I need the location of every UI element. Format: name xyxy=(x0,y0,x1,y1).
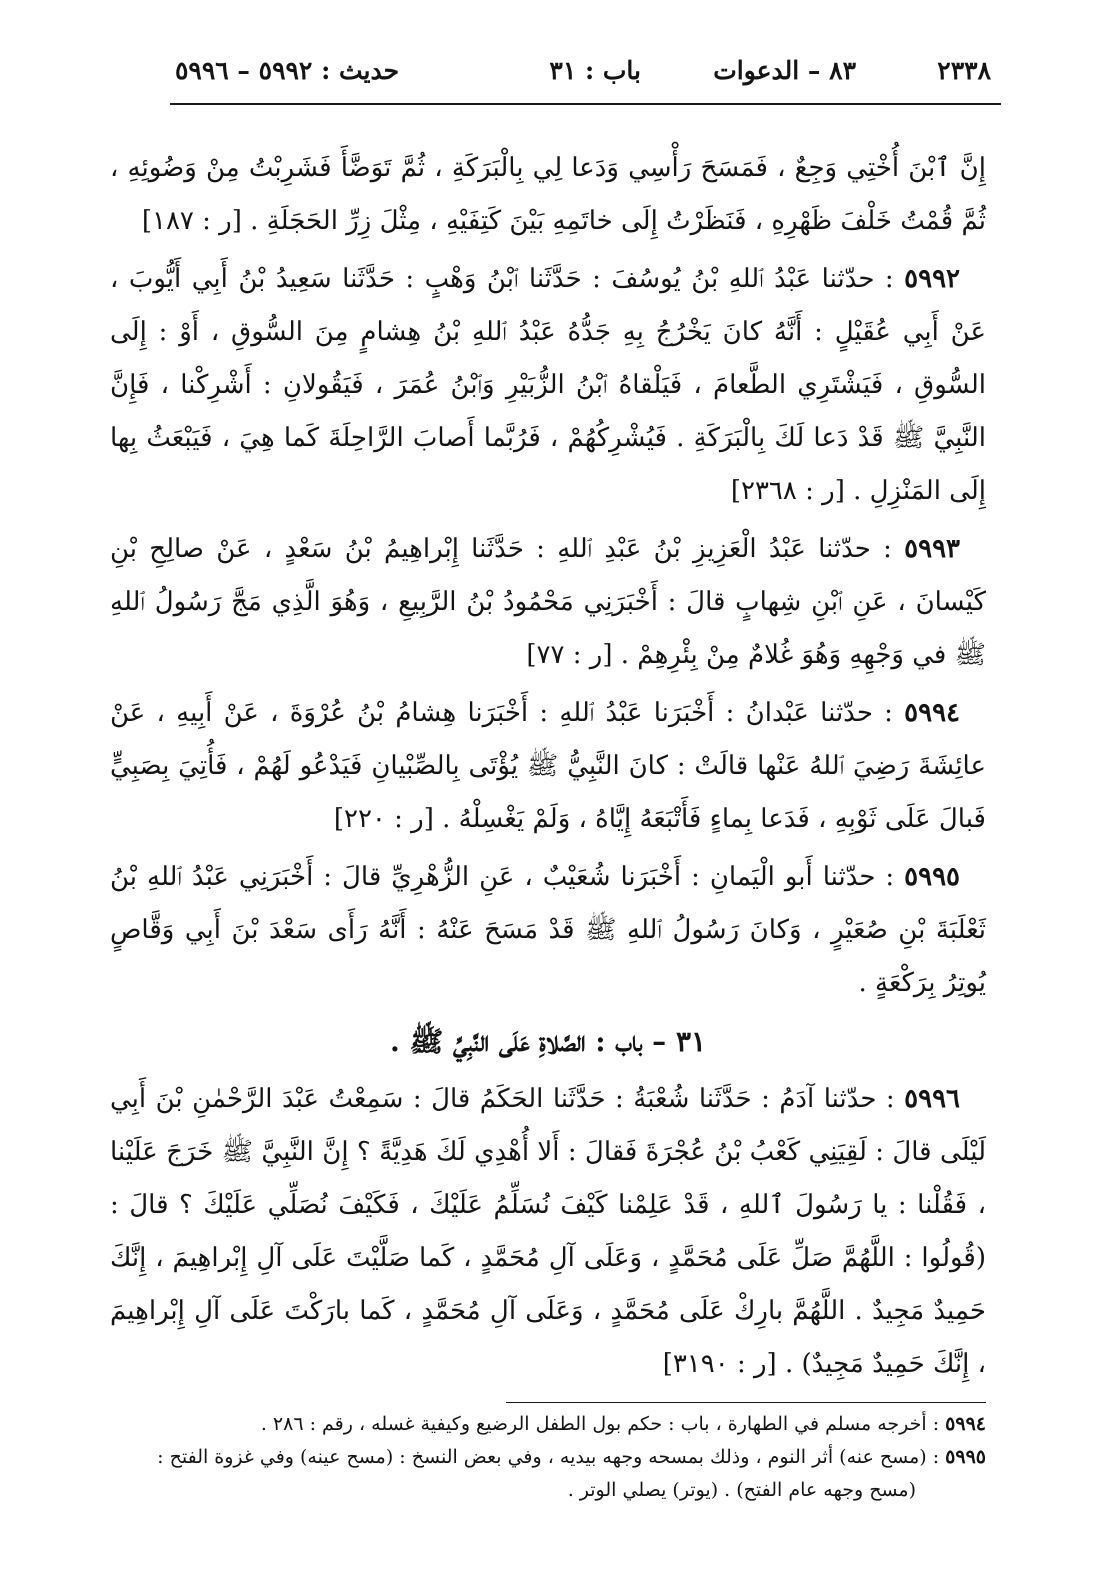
running-header xyxy=(175,50,991,98)
hadith-number: ٥٩٩٣ xyxy=(904,534,960,564)
footnote-text: : (مسح عنه) أثر النوم ، وذلك بمسحه وجهه بيديه ، وفي بعض النسخ : (مسح عينه) وفي غزوة الفتح : xyxy=(157,1446,940,1468)
hadith-text: : حدّثنا آدَمُ : حَدَّثَنا شُعْبَةُ : حَدَّثَنا الحَكَمُ قالَ : سَمِعْتُ عَبْدَ الرَّحْمٰنِ بْنَ أَبِي لَيْلَى قالَ : لَقِيَنِي كَعْبُ بْنُ عُجْرَةَ فَقالَ : أَلا أُهْدِي لَكَ هَدِيَّةً ؟ إِنَّ النَّبِيَّ ﷺ خَرَجَ عَلَيْنا ، فَقُلْنا : يا رَسُولَ ٱللهِ ، قَدْ عَلِمْنا كَيْفَ نُسَلِّمُ عَلَيْكَ ، فَكَيْفَ نُصَلِّي عَلَيْكَ ؟ قالَ : (قُولُوا : اللَّهُمَّ صَلِّ عَلَى مُحَمَّدٍ ، وَعَلَى آلِ مُحَمَّدٍ ، كَما صَلَّيْتَ عَلَى آلِ إِبْراهِيمَ ، إِنَّكَ حَمِيدٌ مَجِيدٌ . اللَّهُمَّ بارِكْ عَلَى مُحَمَّدٍ ، وَعَلَى آلِ مُحَمَّدٍ ، كَما بارَكْتَ عَلَى آلِ إِبْراهِيمَ ، إِنَّكَ حَمِيدٌ مَجِيدٌ) . xyxy=(110,1084,986,1379)
chapter-label: باب : ٣١ xyxy=(549,56,641,85)
chapter-title: ٣١ – باب : الصَّلاةِ عَلَى النَّبِيِّ ﷺ . xyxy=(389,1025,707,1058)
hadith-number: ٥٩٩٢ xyxy=(904,264,961,294)
paragraph-continuation xyxy=(110,142,986,248)
hadith-text: : حدّثنا أَبو الْيَمانِ : أَخْبَرَنا شُعَيْبٌ ، عَنِ الزُّهْرِيِّ قالَ : أَخْبَرَنِي عَبْدُ ٱللهِ بْنُ ثَعْلَبَةَ بْنِ صُعَيْرٍ ، وَكانَ رَسُولُ ٱللهِ ﷺ قَدْ مَسَحَ عَنْهُ : أَنَّهُ رَأَى سَعْدَ بْنَ أَبِي وَقَّاصٍ يُوتِرُ بِرَكْعَةٍ . xyxy=(110,862,986,998)
cross-reference: [ر : ٧٧] xyxy=(526,640,613,670)
hadith-5993 xyxy=(110,523,986,682)
hadith-5994 xyxy=(110,687,986,846)
hadith-text: : حدّثنا عَبْدُ ٱللهِ بْنُ يُوسُفَ : حَدَّثَنا ٱبْنُ وَهْبٍ : حَدَّثَنا سَعِيدُ بْنُ أَبِي أَيُّوبَ ، عَنْ أَبِي عُقَيْلٍ : أَنَّهُ كانَ يَخْرُجُ بِهِ جَدُّهُ عَبْدُ ٱللهِ بْنُ هِشامٍ مِنَ السُّوقِ ، أَوْ : إِلَى السُّوقِ ، فَيَشْتَرِي الطَّعامَ ، فَيَلْقاهُ ٱبْنُ الزُّبَيْرِ وَٱبْنُ عُمَرَ ، فَيَقُولانِ : أَشْرِكْنا ، فَإِنَّ النَّبِيَّ ﷺ قَدْ دَعا لَكَ بِالْبَرَكَةِ . فَيُشْرِكُهُمْ ، فَرُبَّما أَصابَ الرَّاحِلَةَ كَما هِيَ ، فَيَبْعَثُ بِها إِلَى المَنْزِلِ . xyxy=(110,264,986,506)
hadith-5995 xyxy=(110,851,986,1010)
main-text xyxy=(110,142,986,1396)
footnote-divider xyxy=(506,1402,986,1403)
hadith-number: ٥٩٩٤ xyxy=(904,698,960,728)
hadith-range: حديث : ٥٩٩٢ – ٥٩٩٦ xyxy=(175,56,400,85)
footnote-number: ٥٩٩٤ xyxy=(945,1413,986,1435)
footnotes xyxy=(110,1408,986,1507)
header-divider xyxy=(170,103,1001,105)
footnote-5994 xyxy=(110,1408,986,1441)
footnote-text: : أخرجه مسلم في الطهارة ، باب : حكم بول الطفل الرضيع وكيفية غسله ، رقم : ٢٨٦ . xyxy=(260,1413,940,1435)
footnote-5995 xyxy=(110,1441,986,1474)
hadith-5996 xyxy=(110,1073,986,1391)
hadith-number: ٥٩٩٦ xyxy=(904,1084,961,1114)
book-title: ٨٣ – الدعوات xyxy=(713,56,856,85)
cross-reference: [ر : ٢٢٠] xyxy=(333,804,434,834)
hadith-number: ٥٩٩٥ xyxy=(904,862,961,892)
footnote-number: ٥٩٩٥ xyxy=(945,1446,986,1468)
footnote-5995-continuation: (مسح وجهه عام الفتح) . (يوتر) يصلي الوتر . xyxy=(567,1479,916,1501)
paragraph-text: إِنَّ ٱبْنَ أُخْتِي وَجِعٌ ، فَمَسَحَ رَأْسِي وَدَعا لِي بِالْبَرَكَةِ ، ثُمَّ تَوَضَّأَ فَشَرِبْتُ مِنْ وَضُوئِهِ ، ثُمَّ قُمْتُ خَلْفَ ظَهْرِهِ ، فَنَظَرْتُ إِلَى خاتَمِهِ بَيْنَ كَتِفَيْهِ ، مِثْلَ زِرِّ الحَجَلَةِ . xyxy=(110,153,986,236)
hadith-text: : حدّثنا عَبْدانُ : أَخْبَرَنا عَبْدُ ٱللهِ : أَخْبَرَنا هِشامُ بْنُ عُرْوَةَ ، عَنْ أَبِيهِ ، عَنْ عائِشَةَ رَضِيَ ٱللهُ عَنْها قالَتْ : كانَ النَّبِيُّ ﷺ يُؤْتَى بِالصِّبْيانِ فَيَدْعُو لَهُمْ ، فَأُتِيَ بِصَبِيٍّ فَبالَ عَلَى ثَوْبِهِ ، فَدَعا بِماءٍ فَأَتْبَعَهُ إِيَّاهُ ، وَلَمْ يَغْسِلْهُ . xyxy=(110,698,986,834)
hadith-text: : حدّثنا عَبْدُ الْعَزِيزِ بْنُ عَبْدِ ٱللهِ : حَدَّثَنا إِبْراهِيمُ بْنُ سَعْدٍ ، عَنْ صالِحِ بْنِ كَيْسانَ ، عَنِ ٱبْنِ شِهابٍ قالَ : أَخْبَرَنِي مَحْمُودُ بْنُ الرَّبِيعِ ، وَهُوَ الَّذِي مَجَّ رَسُولُ ٱللهِ ﷺ في وَجْهِهِ وَهُوَ غُلامٌ مِنْ بِئْرِهِمْ . xyxy=(110,534,986,670)
cross-reference: [ر : ١٨٧] xyxy=(141,206,242,236)
page-number: ٢٣٣٨ xyxy=(937,56,991,85)
cross-reference: [ر : ٣١٩٠] xyxy=(662,1349,777,1379)
hadith-5992 xyxy=(110,253,986,518)
cross-reference: [ر : ٢٣٦٨] xyxy=(730,476,845,506)
